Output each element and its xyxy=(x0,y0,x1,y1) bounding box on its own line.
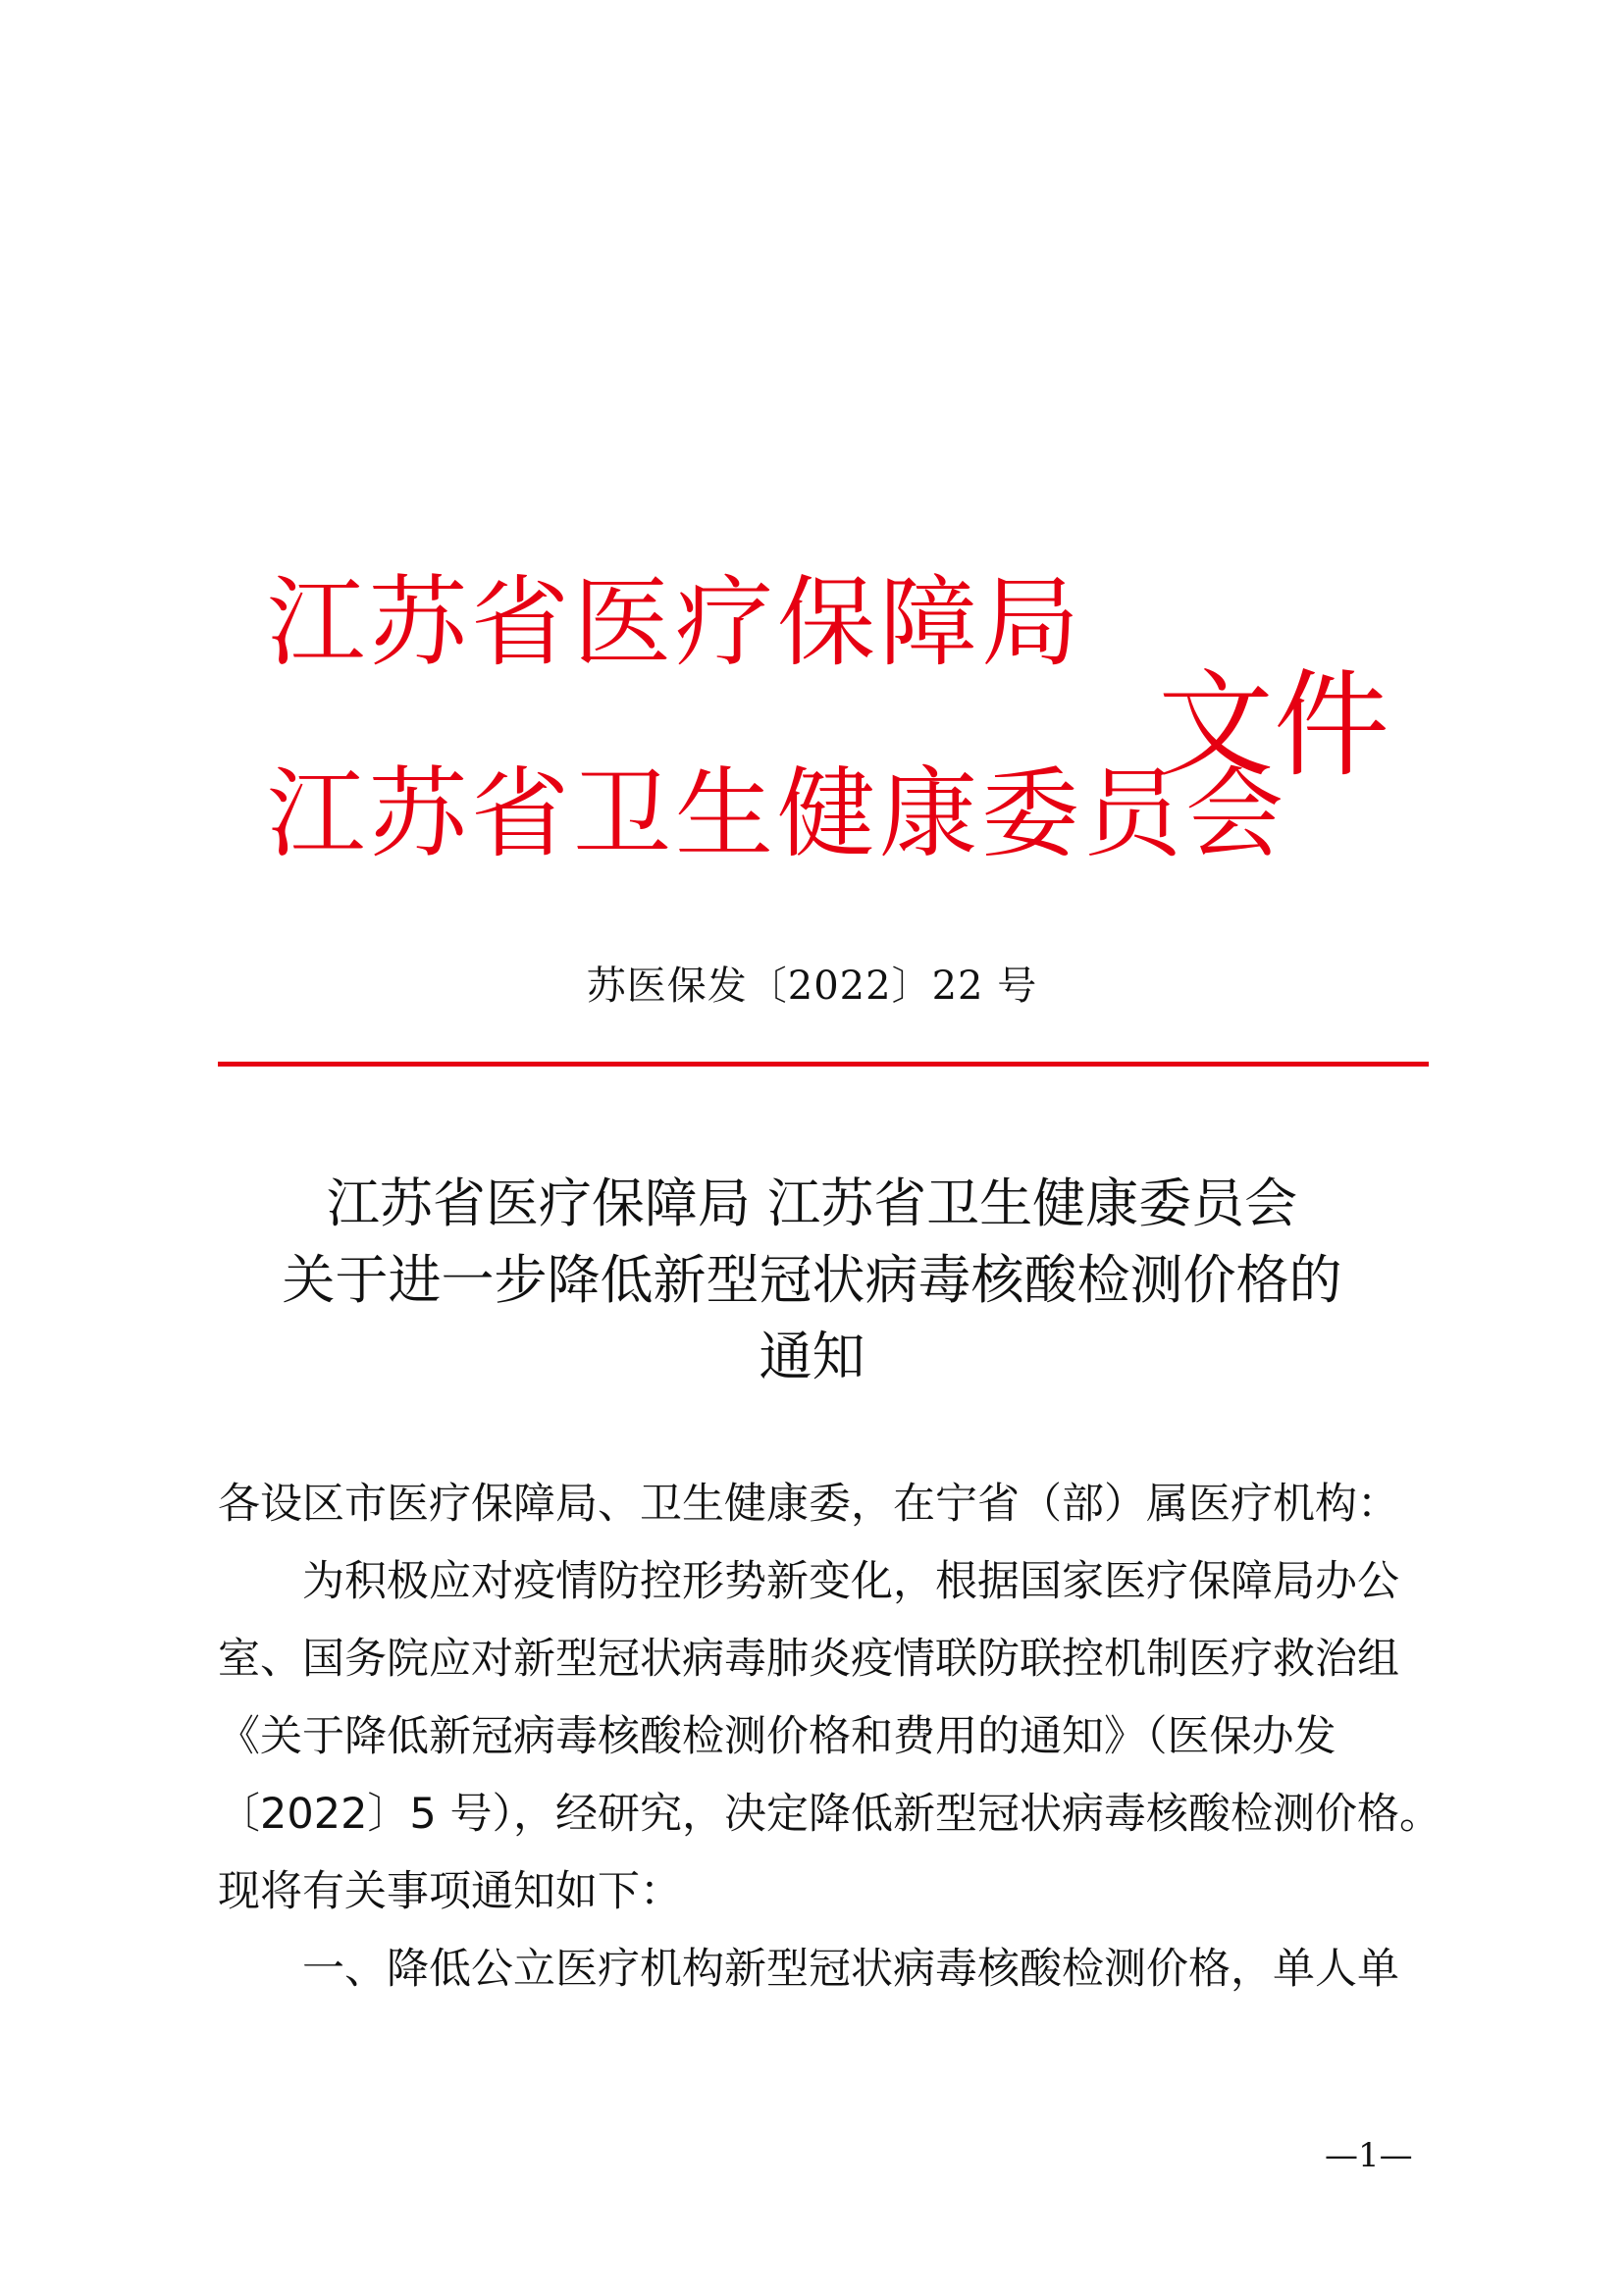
notice-title-line-1: 江苏省医疗保障局 江苏省卫生健康委员会 xyxy=(326,1173,1298,1234)
addressee-line: 各设区市医疗保障局、卫生健康委，在宁省（部）属医疗机构： xyxy=(218,1480,1399,1529)
section-one-line: 一、降低公立医疗机构新型冠状病毒核酸检测价格，单人单 xyxy=(302,1945,1399,1994)
body-paragraph-line: 《关于降低新冠病毒核酸检测价格和费用的通知》（医保办发 xyxy=(218,1712,1336,1761)
page-number: —1— xyxy=(1325,2136,1413,2175)
notice-title-line-3: 通知 xyxy=(759,1326,865,1387)
red-separator-line xyxy=(218,1062,1429,1067)
body-paragraph-line: 为积极应对疫情防控形势新变化，根据国家医疗保障局办公 xyxy=(302,1557,1399,1606)
document-number: 苏医保发〔2022〕22 号 xyxy=(586,964,1038,1009)
body-paragraph-line: 室、国务院应对新型冠状病毒肺炎疫情联防联控机制医疗救治组 xyxy=(218,1635,1399,1684)
issuer-name-medical-security-bureau: 江苏省医疗保障局 xyxy=(267,565,1083,680)
notice-title-line-2: 关于进一步降低新型冠状病毒核酸检测价格的 xyxy=(282,1249,1342,1311)
document-type-label: 文件 xyxy=(1158,657,1390,793)
issuer-name-health-commission: 江苏省卫生健康委员会 xyxy=(267,756,1287,871)
body-paragraph-line: 现将有关事项通知如下： xyxy=(218,1867,682,1916)
body-paragraph-line: 〔2022〕5 号），经研究，决定降低新型冠状病毒核酸检测价格。 xyxy=(218,1790,1441,1839)
